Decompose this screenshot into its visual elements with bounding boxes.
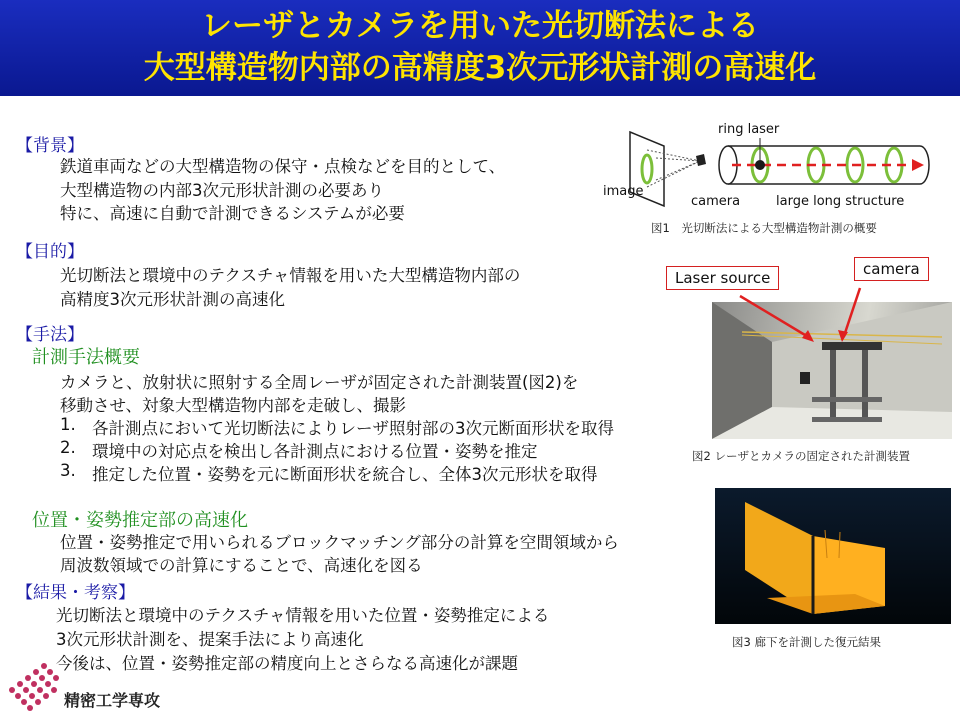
figure2-caption: 図2 レーザとカメラの固定された計測装置 bbox=[692, 449, 910, 463]
label-structure: large long structure bbox=[776, 194, 905, 209]
camera-callout: camera bbox=[854, 257, 929, 281]
background-line: 特に、高速に自動で計測できるシステムが必要 bbox=[60, 204, 405, 223]
results-line: 3次元形状計測を、提案手法により高速化 bbox=[56, 630, 364, 649]
title-line-1: レーザとカメラを用いた光切断法による bbox=[201, 8, 759, 44]
ring-laser-source bbox=[755, 160, 765, 170]
method-overview-heading: 計測手法概要 bbox=[32, 347, 140, 368]
method-heading: 【手法】 bbox=[16, 325, 84, 345]
department-logo bbox=[4, 656, 64, 712]
figure3-reconstruction bbox=[715, 488, 951, 624]
department-name: 精密工学専攻 bbox=[64, 691, 161, 710]
speedup-line: 位置・姿勢推定で用いられるブロックマッチング部分の計算を空間領域から bbox=[60, 533, 619, 552]
background-heading: 【背景】 bbox=[16, 136, 84, 156]
background-line: 鉄道車両などの大型構造物の保守・点検などを目的として、 bbox=[60, 157, 506, 176]
step-text: 各計測点において光切断法によりレーザ照射部の3次元断面形状を取得 bbox=[92, 419, 614, 438]
title-line-2: 大型構造物内部の高精度3次元形状計測の高速化 bbox=[143, 50, 817, 86]
laser-source-callout: Laser source bbox=[666, 266, 779, 290]
step-text: 推定した位置・姿勢を元に断面形状を統合し、全体3次元形状を取得 bbox=[92, 465, 598, 484]
step-number: 1. bbox=[60, 415, 76, 434]
camera-icon bbox=[696, 154, 706, 166]
purpose-line: 光切断法と環境中のテクスチャ情報を用いた大型構造物内部の bbox=[60, 266, 521, 285]
label-camera: camera bbox=[691, 194, 741, 209]
label-ring-laser: ring laser bbox=[718, 122, 780, 137]
step-number: 3. bbox=[60, 461, 76, 480]
figure1-caption: 図1 光切断法による大型構造物計測の概要 bbox=[651, 221, 877, 235]
purpose-heading: 【目的】 bbox=[16, 242, 84, 262]
background-line: 大型構造物の内部3次元形状計測の必要あり bbox=[60, 181, 384, 200]
method-line: カメラと、放射状に照射する全周レーザが固定された計測装置(図2)を bbox=[60, 373, 579, 392]
step-number: 2. bbox=[60, 438, 76, 457]
results-heading: 【結果・考察】 bbox=[16, 583, 135, 603]
figure3-caption: 図3 廊下を計測した復元結果 bbox=[732, 635, 881, 649]
label-image: image bbox=[603, 184, 644, 199]
results-line: 光切断法と環境中のテクスチャ情報を用いた位置・姿勢推定による bbox=[56, 606, 550, 625]
callout-arrows bbox=[730, 280, 870, 350]
results-line: 今後は、位置・姿勢推定部の精度向上とさらなる高速化が課題 bbox=[56, 654, 518, 673]
purpose-line: 高精度3次元形状計測の高速化 bbox=[60, 290, 285, 309]
method-line: 移動させ、対象大型構造物内部を走破し、撮影 bbox=[60, 396, 407, 415]
title-banner bbox=[0, 0, 960, 96]
speedup-line: 周波数領域での計算にすることで、高速化を図る bbox=[60, 556, 423, 575]
step-text: 環境中の対応点を検出し各計測点における位置・姿勢を推定 bbox=[92, 442, 538, 461]
speedup-heading: 位置・姿勢推定部の高速化 bbox=[32, 510, 248, 531]
